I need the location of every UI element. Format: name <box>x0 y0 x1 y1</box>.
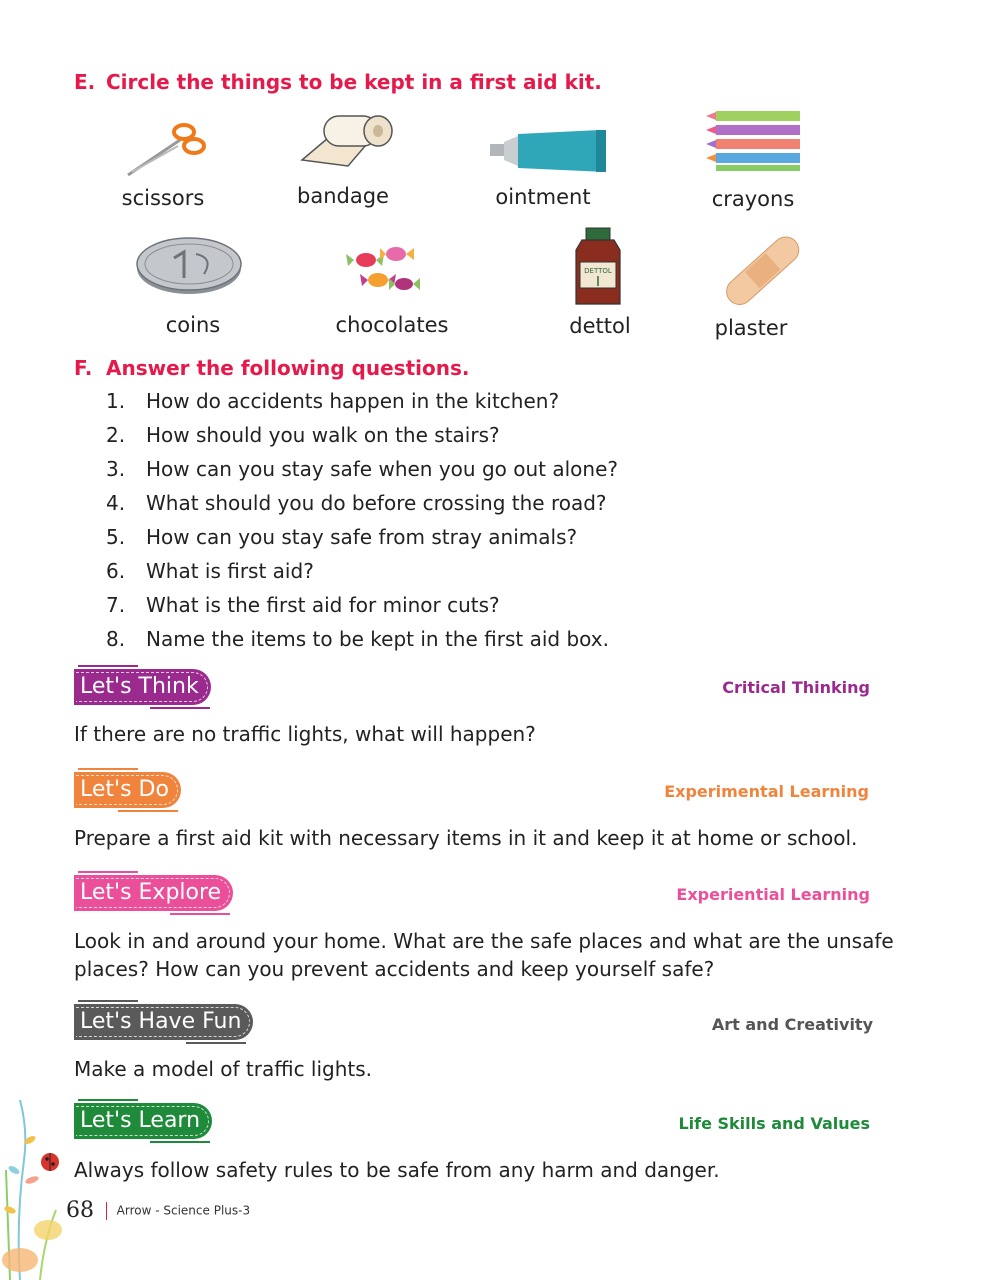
experimental-learning-label: Experimental Learning <box>664 782 869 801</box>
coin-icon <box>134 234 244 296</box>
ointment-tube-icon <box>488 128 610 176</box>
item-label-crayons: crayons <box>711 187 795 211</box>
badge-accent-line <box>118 810 178 812</box>
life-skills-label: Life Skills and Values <box>678 1114 870 1133</box>
section-f-letter: F. <box>74 356 93 380</box>
item-label-ointment: ointment <box>495 185 591 209</box>
lets-have-fun-badge: Let's Have Fun <box>74 1004 253 1040</box>
item-label-coins: coins <box>165 313 221 337</box>
decorative-plant-icon <box>0 1100 70 1280</box>
book-title: Arrow - Science Plus-3 <box>116 1203 251 1218</box>
question-item: 1. How do accidents happen in the kitchen? <box>106 389 560 413</box>
bandage-roll-icon <box>298 108 398 170</box>
badge-accent-line <box>78 665 138 667</box>
section-e-title: Circle the things to be kept in a first aid kit. <box>106 70 602 94</box>
lets-learn-badge: Let's Learn <box>74 1103 212 1139</box>
plaster-icon <box>720 230 804 310</box>
lets-explore-badge: Let's Explore <box>74 875 233 911</box>
dettol-label-text: DETTOL <box>584 267 612 275</box>
item-label-chocolates: chocolates <box>335 313 449 337</box>
question-item: 4. What should you do before crossing the road? <box>106 491 607 515</box>
crayons-icon <box>704 110 802 172</box>
section-e-heading <box>74 70 602 94</box>
section-f-heading <box>74 356 469 380</box>
lets-think-badge: Let's Think <box>74 669 211 705</box>
badge-accent-line <box>186 1042 246 1044</box>
lets-learn-text: Always follow safety rules to be safe from any harm and danger. <box>74 1158 720 1182</box>
item-label-dettol: dettol <box>569 314 631 338</box>
item-label-plaster: plaster <box>714 316 788 340</box>
experiential-learning-label: Experiential Learning <box>676 885 870 904</box>
lets-explore-text: Look in and around your home. What are the safe places and what are the unsafe places? How can you prevent accidents and keep yourself safe? <box>74 929 894 981</box>
lets-have-fun-text: Make a model of traffic lights. <box>74 1057 373 1081</box>
dettol-bottle-icon <box>570 226 626 306</box>
scissors-icon <box>120 120 210 180</box>
badge-accent-line <box>150 707 210 709</box>
section-e-letter: E. <box>74 70 96 94</box>
badge-accent-line <box>78 768 138 770</box>
chocolates-icon <box>344 240 424 302</box>
question-item: 3. How can you stay safe when you go out alone? <box>106 457 618 481</box>
footer-divider <box>106 1202 107 1220</box>
question-item: 2. How should you walk on the stairs? <box>106 423 500 447</box>
lets-do-text: Prepare a first aid kit with necessary items in it and keep it at home or school. <box>74 826 858 850</box>
badge-accent-line <box>78 1099 138 1101</box>
critical-thinking-label: Critical Thinking <box>722 678 870 697</box>
lets-think-text: If there are no traffic lights, what will happen? <box>74 722 536 746</box>
badge-accent-line <box>150 1141 210 1143</box>
question-item: 6. What is first aid? <box>106 559 314 583</box>
page-footer <box>66 1198 250 1223</box>
badge-accent-line <box>78 1000 138 1002</box>
badge-accent-line <box>170 913 230 915</box>
question-item: 5. How can you stay safe from stray animals? <box>106 525 578 549</box>
badge-accent-line <box>78 871 138 873</box>
section-f-title: Answer the following questions. <box>106 356 470 380</box>
page-number: 68 <box>66 1198 94 1223</box>
question-item: 7. What is the first aid for minor cuts? <box>106 593 500 617</box>
art-and-creativity-label: Art and Creativity <box>711 1015 873 1034</box>
question-item: 8. Name the items to be kept in the first aid box. <box>106 627 609 651</box>
item-label-scissors: scissors <box>121 186 205 210</box>
lets-do-badge: Let's Do <box>74 772 181 808</box>
item-label-bandage: bandage <box>297 184 389 208</box>
